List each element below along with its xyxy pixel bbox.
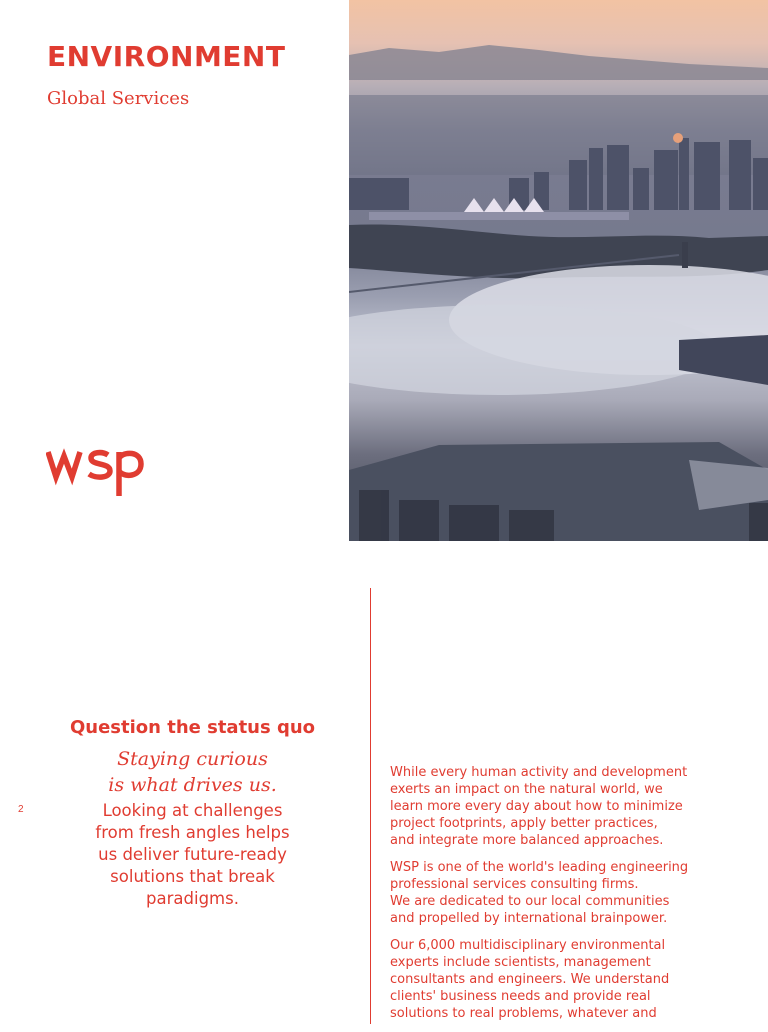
- body-line: clients' business needs and provide real: [390, 989, 651, 1004]
- body-line: While every human activity and development: [390, 765, 688, 780]
- body-line: WSP is one of the world's leading engineering: [390, 860, 689, 875]
- body-paragraph: [390, 859, 735, 927]
- body-line: experts include scientists, management: [390, 955, 651, 970]
- right-column: [390, 764, 735, 1032]
- body-line: solutions to real problems, whatever and: [390, 1006, 657, 1021]
- body-line: project footprints, apply better practices,: [390, 816, 658, 831]
- column-divider: [370, 588, 371, 1024]
- lead-line: Looking at challenges: [102, 801, 283, 820]
- lead-line: paradigms.: [146, 889, 239, 908]
- section-heading: Question the status quo: [69, 717, 316, 738]
- body-line: consultants and engineers. We understand: [390, 972, 670, 987]
- page-number: 2: [18, 804, 24, 815]
- body-line: and propelled by international brainpower.: [390, 911, 668, 926]
- quote-line: Staying curious: [117, 748, 268, 770]
- body-line: professional services consulting firms.: [390, 877, 639, 892]
- brochure-subtitle: Global Services: [47, 88, 190, 109]
- left-column: [55, 716, 330, 910]
- lead-text: [55, 800, 330, 910]
- body-paragraph: [390, 764, 735, 849]
- body-line: We are dedicated to our local communities: [390, 894, 670, 909]
- lead-line: from fresh angles helps: [95, 823, 290, 842]
- body-line: exerts an impact on the natural world, we: [390, 782, 663, 797]
- body-line: Our 6,000 multidisciplinary environmental: [390, 938, 666, 953]
- lead-line: us deliver future-ready: [98, 845, 287, 864]
- brochure-title: ENVIRONMENT: [47, 40, 286, 73]
- quote-line: is what drives us.: [108, 774, 277, 796]
- wsp-logo: [46, 446, 148, 498]
- pull-quote: [55, 746, 330, 798]
- body-line: learn more every day about how to minimize: [390, 799, 683, 814]
- city-skyline-photo: [349, 0, 768, 541]
- body-line: and integrate more balanced approaches.: [390, 833, 664, 848]
- body-paragraph: [390, 937, 735, 1022]
- lead-line: solutions that break: [110, 867, 275, 886]
